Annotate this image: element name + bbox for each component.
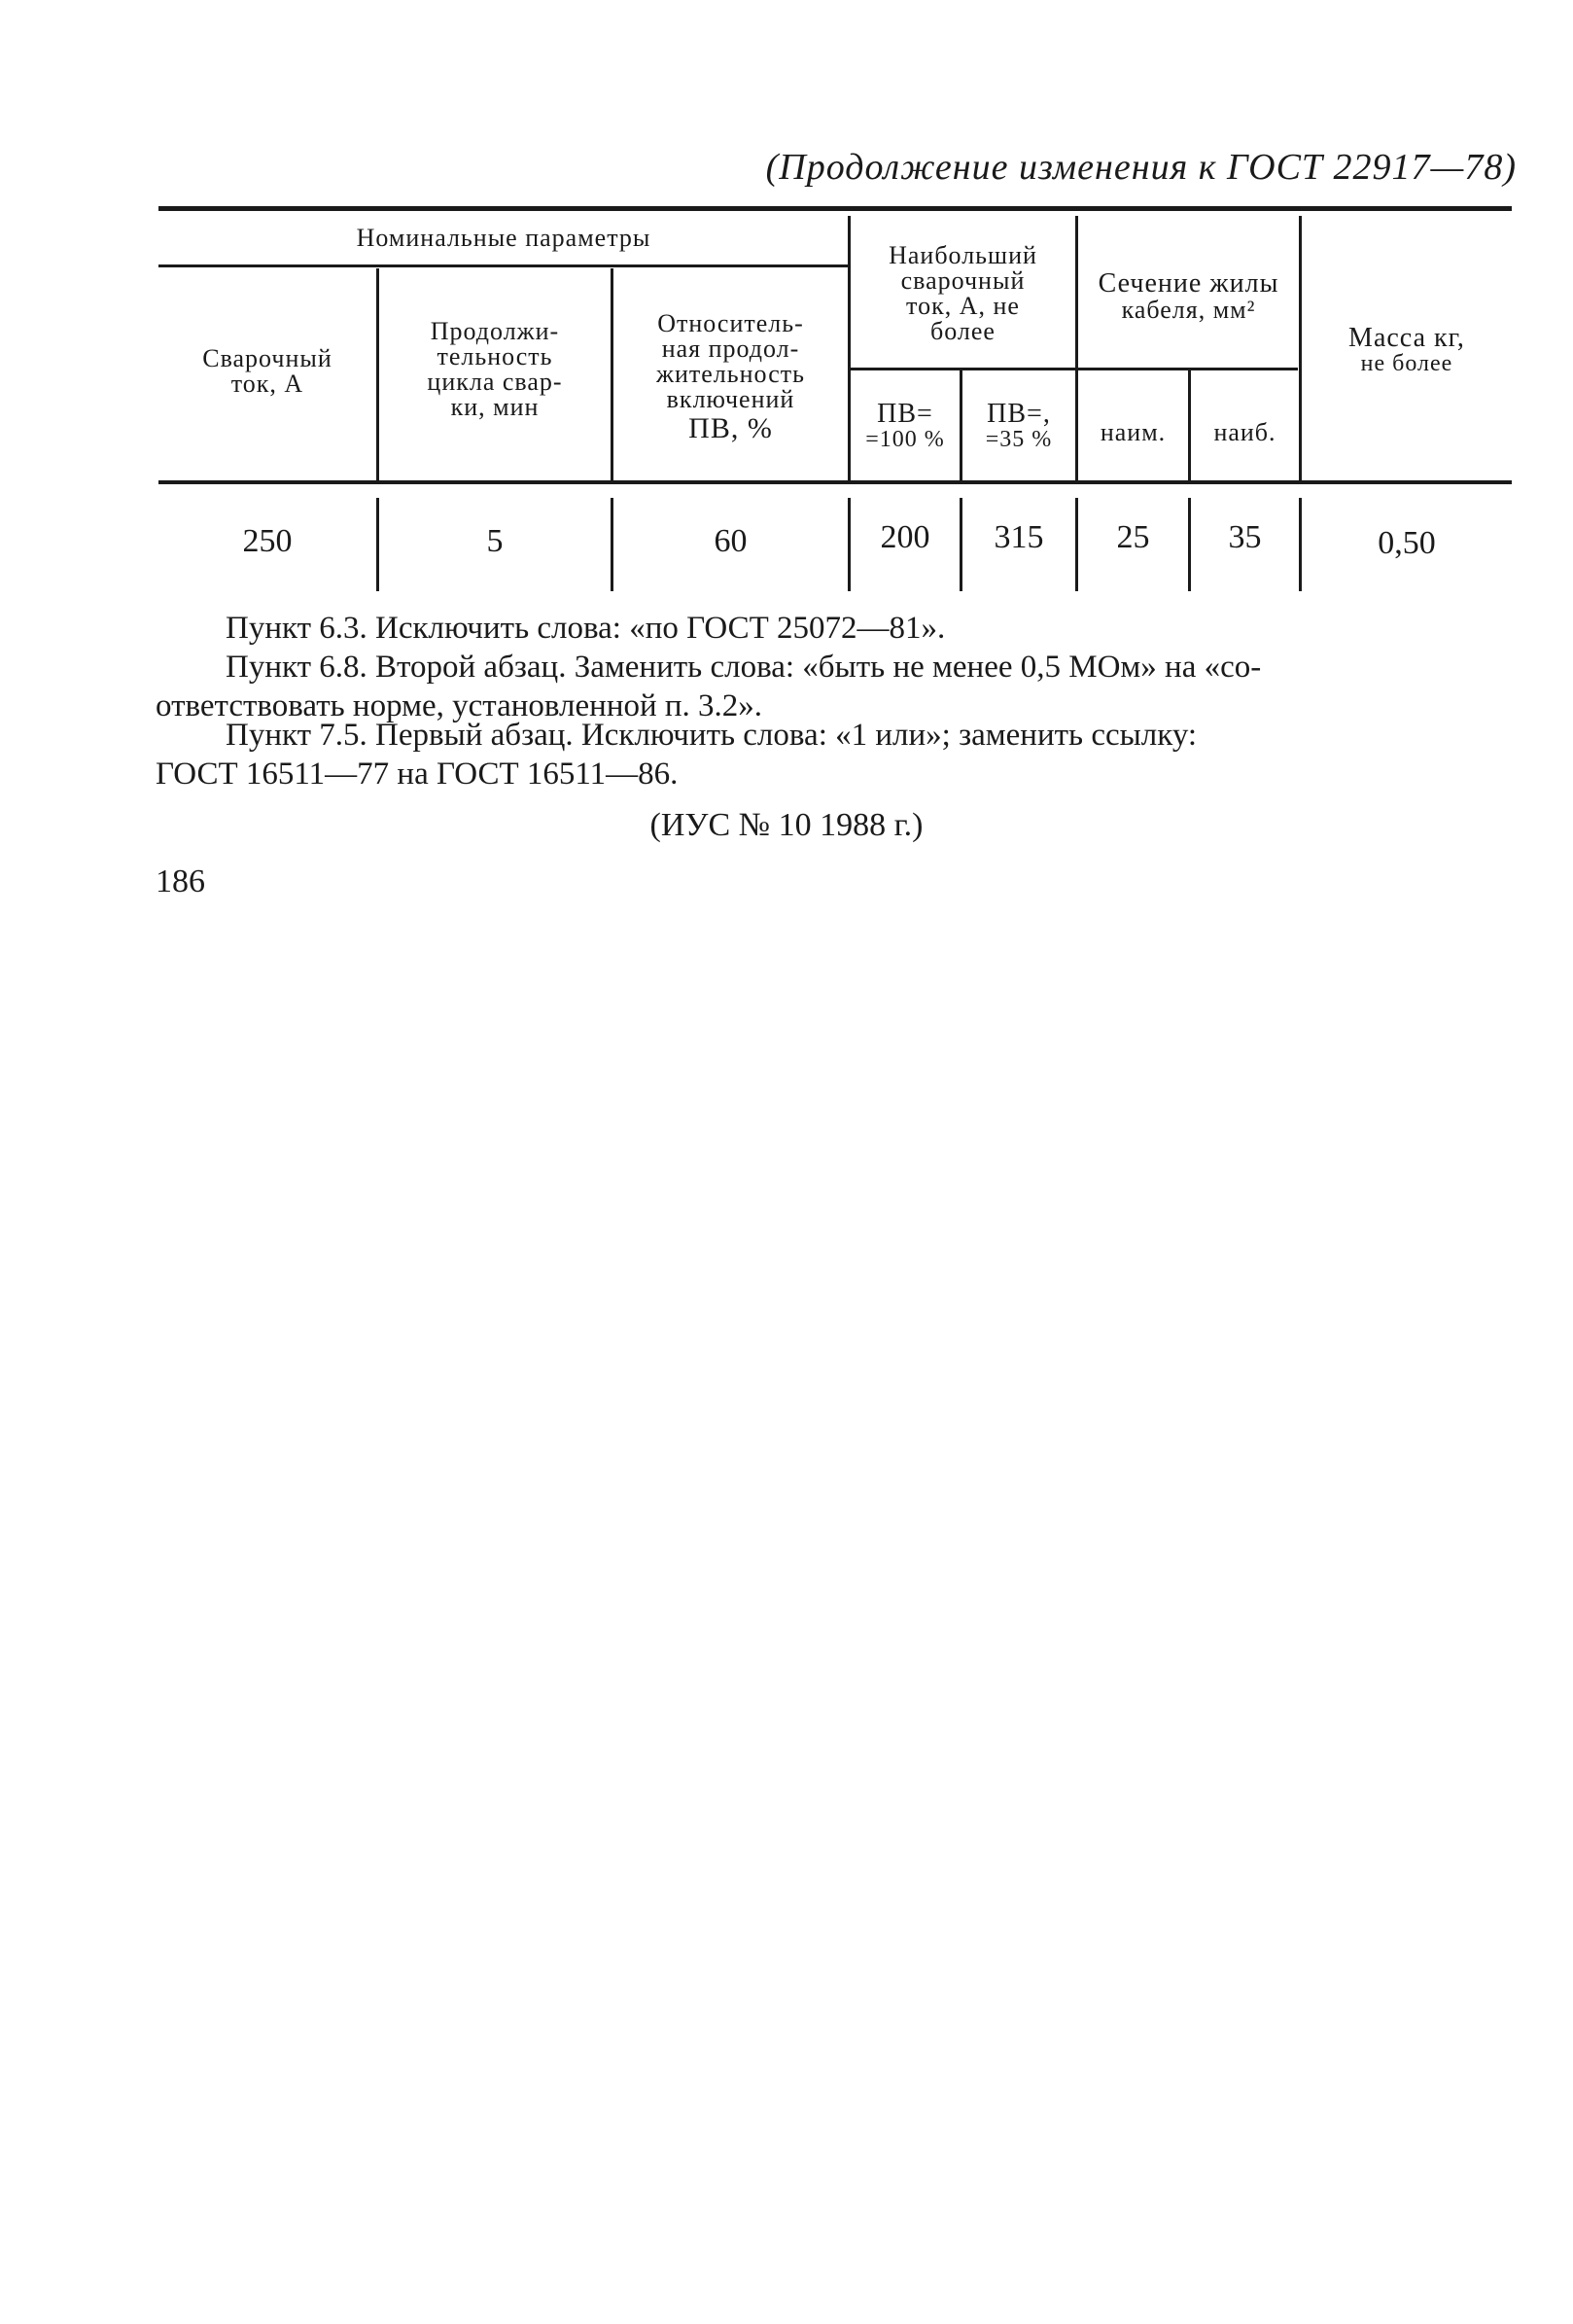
cell-relative-duration: 60 [714,523,748,559]
cell-cycle-duration: 5 [486,523,504,559]
header-pv100: ПВ= =100 % [865,399,945,452]
cell-section-min: 25 [1116,519,1150,555]
header-pv35: ПВ=, =35 % [985,399,1053,452]
header-relative-duration: Относитель- ная продол- жительность включений ПВ, % [656,309,805,444]
cell-welding-current: 250 [242,523,293,559]
paragraph-6-3: Пункт 6.3. Исключить слова: «по ГОСТ 25072—81». [226,611,946,646]
ius-reference: (ИУС № 10 1988 г.) [649,807,924,843]
paragraph-6-8-line1: Пункт 6.8. Второй абзац. Заменить слова: «быть не менее 0,5 МОм» на «со- [226,650,1262,685]
paragraph-7-5-line2: ГОСТ 16511—77 на ГОСТ 16511—86. [156,757,679,792]
header-section-min: наим. [1100,418,1167,446]
cell-pv35: 315 [994,519,1044,555]
header-section-group: Сечение жилы кабеля, мм² [1098,268,1279,324]
section-sub-rule [1076,368,1298,370]
header-cycle-duration: Продолжи- тельность цикла свар- ки, мин [427,317,563,421]
paragraph-7-5-line1: Пункт 7.5. Первый абзац. Исключить слова: «1 или»; заменить ссылку: [226,718,1198,753]
cell-section-max: 35 [1228,519,1262,555]
page-number: 186 [156,863,205,899]
paragraph-6-8-line2: ответствовать норме, установленной п. 3.2». [156,688,763,723]
header-bottom-rule [158,480,1512,484]
header-welding-current: Сварочный ток, А [202,344,332,398]
table-top-rule [158,206,1512,211]
header-max-current-group: Наибольший сварочный ток, А, не более [889,241,1037,345]
header-nominal-group: Номинальные параметры [356,224,651,252]
nominal-group-rule [158,264,849,267]
header-mass: Масса кг, не более [1348,323,1465,376]
cell-pv100: 200 [880,519,930,555]
cell-mass: 0,50 [1378,525,1436,561]
header-section-max: наиб. [1213,418,1276,446]
running-head: (Продолжение изменения к ГОСТ 22917—78) [765,147,1517,188]
max-current-sub-rule [849,368,1076,370]
